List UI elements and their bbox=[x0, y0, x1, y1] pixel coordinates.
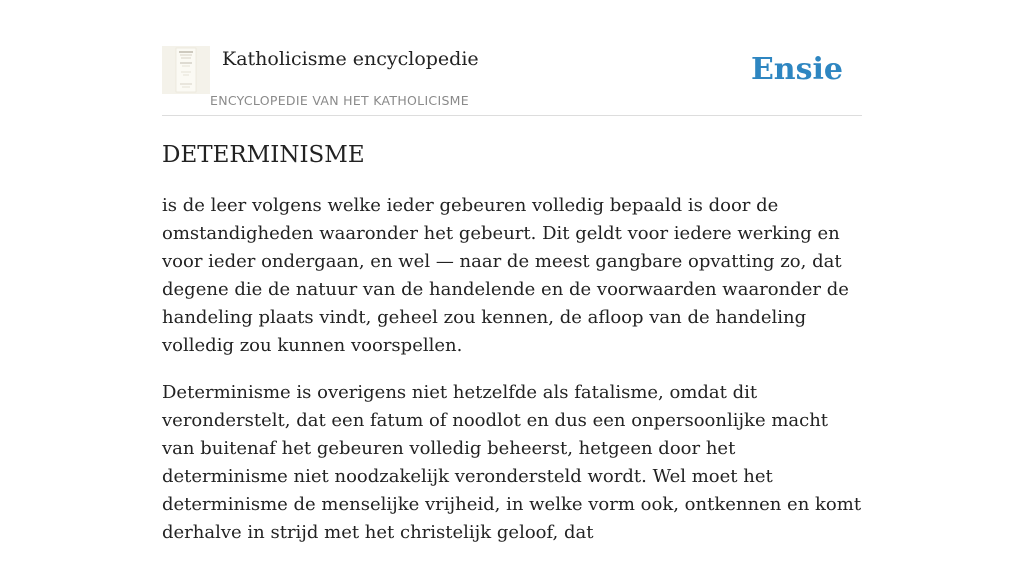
book-cover-icon[interactable] bbox=[162, 46, 210, 94]
site-title[interactable]: Katholicisme encyclopedie bbox=[222, 48, 479, 70]
site-subtitle: ENCYCLOPEDIE VAN HET KATHOLICISME bbox=[210, 93, 469, 108]
site-header bbox=[162, 0, 862, 116]
article-paragraph: is de leer volgens welke ieder gebeuren volledig bepaald is door de omstandigheden waaronder het gebeurt. Dit geldt voor iedere werking en voor ieder ondergaan, en wel — naar de meest gangbare opvatting zo, dat degene die de natuur van de handelende en de voorwaarden waaronder de handeling plaats vindt, geheel zou kennen, de afloop van de handeling volledig zou kunnen voorspellen. bbox=[162, 195, 849, 356]
page-container bbox=[162, 0, 862, 543]
ensie-logo-link[interactable]: Ensie bbox=[750, 52, 843, 87]
article-body bbox=[162, 192, 862, 566]
article-title: DETERMINISME bbox=[162, 142, 365, 168]
article-paragraph: Determinisme is overigens niet hetzelfde als fatalisme, omdat dit veronderstelt, dat een fatum of noodlot en dus een onpersoonlijke macht van buitenaf het gebeuren volledig beheerst, hetgeen door het determinisme niet noodzakelijk verondersteld wordt. Wel moet het determinisme de menselijke vrijheid, in welke vorm ook, ontkennen en komt derhalve in strijd met het christelijk geloof, dat bbox=[162, 382, 862, 543]
